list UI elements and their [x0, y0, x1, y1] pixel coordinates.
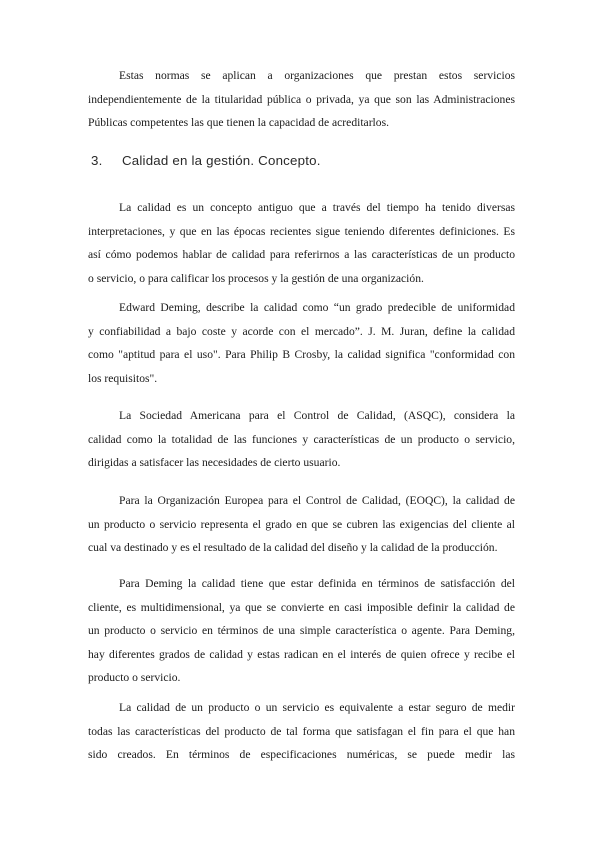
paragraph-line: Para Deming la calidad tiene que estar definida en términos de satisfacción del [119, 577, 515, 590]
paragraph-line: y confiabilidad a bajo coste y acorde con el mercado”. J. M. Juran, define la calidad [88, 324, 515, 338]
paragraph-line: cliente, es multidimensional, ya que se convierte en casi imposible definir la calidad de [88, 600, 515, 614]
intro-paragraph [88, 64, 515, 135]
paragraph-line: Para la Organización Europea para el Control de Calidad, (EOQC), la calidad de [119, 494, 515, 507]
body-paragraph-3 [88, 404, 515, 475]
paragraph-line: La Sociedad Americana para el Control de Calidad, (ASQC), considera la [119, 409, 515, 422]
body-paragraph-4 [88, 489, 515, 560]
paragraph-line: interpretaciones, y que en las épocas recientes sigue teniendo diferentes definiciones. Es [88, 224, 515, 238]
section-heading [91, 153, 321, 168]
body-paragraph-5 [88, 572, 515, 690]
paragraph-line: cual va destinado y es el resultado de la calidad del diseño y la calidad de la producción. [88, 541, 498, 555]
section-number: 3. [91, 153, 103, 168]
body-paragraph-2 [88, 296, 515, 390]
body-paragraph-6 [88, 696, 515, 767]
body-paragraph-1 [88, 196, 515, 290]
paragraph-line: calidad como la totalidad de las funciones y características de un producto o servicio, [88, 432, 515, 446]
paragraph-line: todas las características del producto de tal forma que satisfagan el fin para el que han [88, 724, 515, 738]
paragraph-line: dirigidas a satisfacer las necesidades de cierto usuario. [88, 456, 341, 470]
paragraph-line: o servicio, o para calificar los procesos y la gestión de una organización. [88, 271, 424, 285]
paragraph-line: un producto o servicio representa el grado en que se cubren las exigencias del cliente al [88, 517, 515, 531]
paragraph-line: Públicas competentes las que tienen la capacidad de acreditarlos. [88, 116, 389, 130]
paragraph-line: como "aptitud para el uso". Para Philip B Crosby, la calidad significa "conformidad con [88, 348, 515, 362]
paragraph-line: hay diferentes grados de calidad y estas radican en el interés de quien ofrece y recibe el [88, 647, 515, 661]
paragraph-line: un producto o servicio en términos de una simple característica o agente. Para Deming, [88, 624, 515, 638]
paragraph-line: así cómo podemos hablar de calidad para referirnos a las características de un producto [88, 248, 515, 262]
paragraph-line: producto o servicio. [88, 671, 181, 685]
paragraph-line: La calidad de un producto o un servicio es equivalente a estar seguro de medir [119, 701, 515, 714]
paragraph-line: sido creados. En términos de especificaciones numéricas, se puede medir las [88, 748, 515, 762]
paragraph-line: Estas normas se aplican a organizaciones que prestan estos servicios [119, 69, 515, 82]
paragraph-line: La calidad es un concepto antiguo que a través del tiempo ha tenido diversas [119, 201, 515, 214]
paragraph-line: Edward Deming, describe la calidad como “un grado predecible de uniformidad [119, 301, 515, 314]
paragraph-line: los requisitos". [88, 371, 158, 385]
paragraph-line: independientemente de la titularidad pública o privada, ya que son las Administraciones [88, 92, 515, 106]
section-title: Calidad en la gestión. Concepto. [122, 153, 321, 168]
